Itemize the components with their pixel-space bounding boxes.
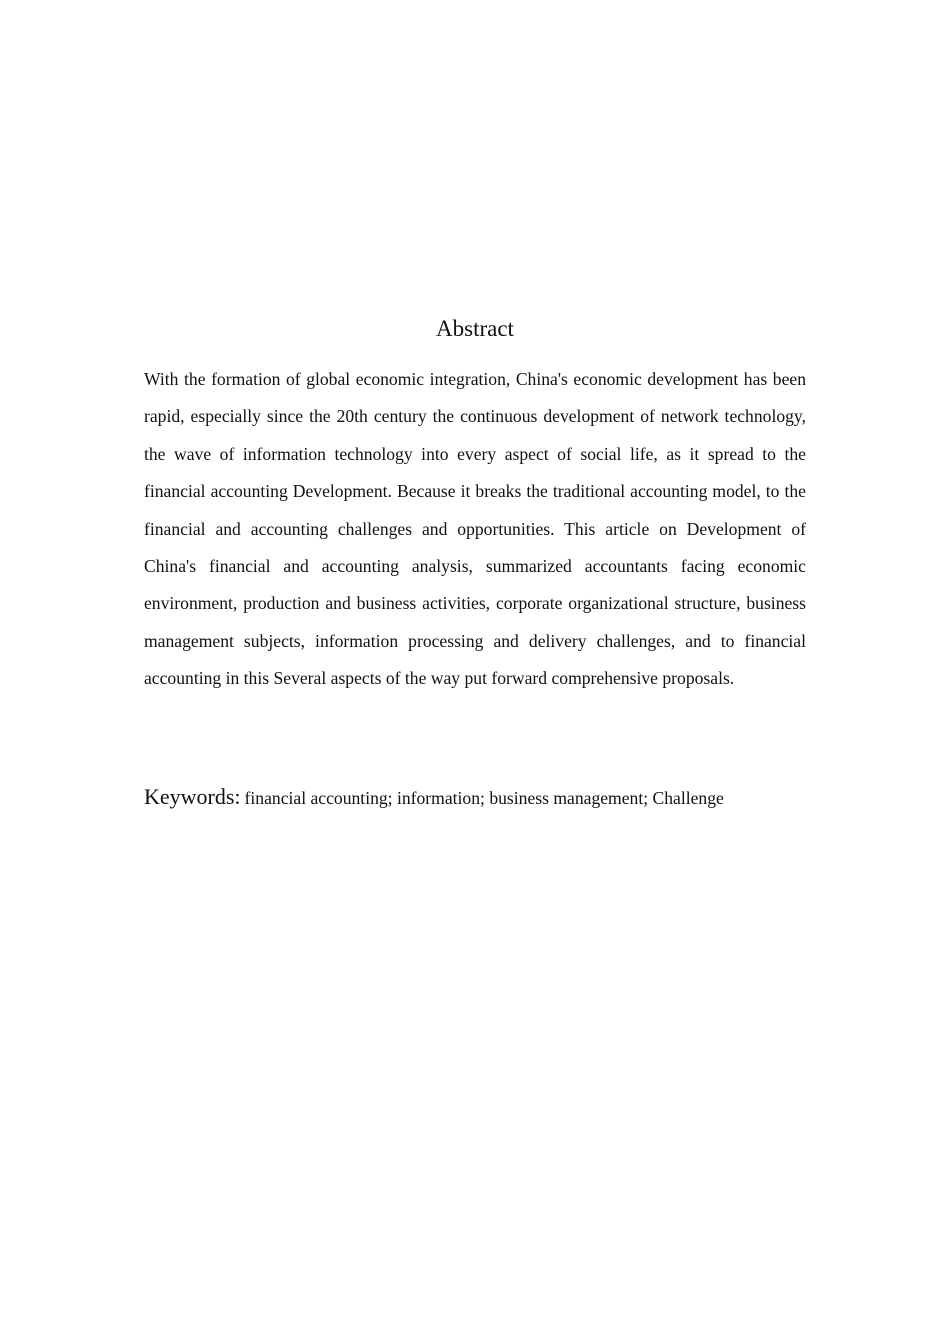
keywords-label: Keywords: [144, 784, 241, 809]
keywords-line [144, 784, 844, 810]
keywords-values: financial accounting; information; business management; Challenge [244, 788, 724, 808]
abstract-title: Abstract [436, 316, 514, 341]
abstract-body: With the formation of global economic integration, China's economic development has been rapid, especially since the 20th century the continuous development of network technology, the wave of information technology into every aspect of social life, as it spread to the financial accounting Development. Because it breaks the traditional accounting model, to the financial and accounting challenges and opportunities. This article on Development of China's financial and accounting analysis, summarized accountants facing economic environment, production and business activities, corporate organizational structure, business management subjects, information processing and delivery challenges, and to financial accounting in this Several aspects of the way put forward comprehensive proposals. [144, 369, 806, 689]
